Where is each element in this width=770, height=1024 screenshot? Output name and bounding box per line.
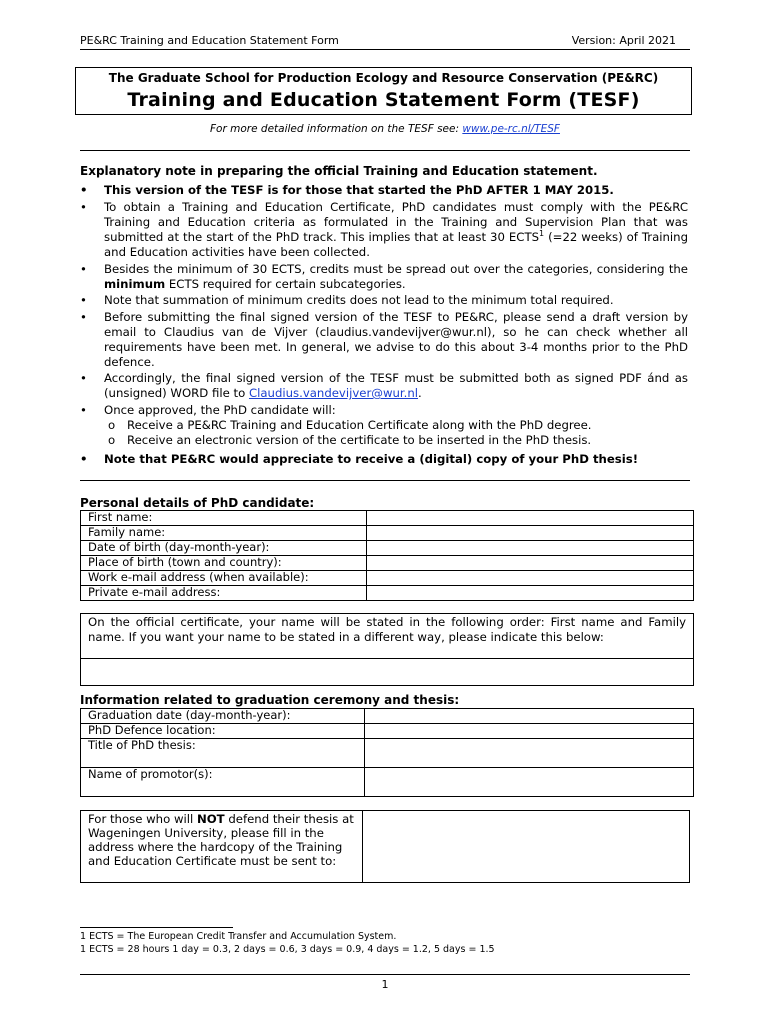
field-input[interactable] [367,511,694,526]
field-label: Title of PhD thesis: [81,739,365,768]
personal-heading: Personal details of PhD candidate: [80,496,315,510]
field-label: First name: [81,511,367,526]
bullet-text: Once approved, the PhD candidate will: [104,403,336,417]
page-number: 1 [381,978,389,991]
field-input[interactable] [367,541,694,556]
bullet-icon: • [80,200,87,214]
field-label: Private e-mail address: [81,586,367,601]
name-order-box [80,613,694,686]
info-text: For more detailed information on the TESF see: [210,123,463,135]
footnote-rule [80,927,233,928]
title-box [75,67,692,115]
field-label: Work e-mail address (when available): [81,571,367,586]
address-box [80,810,690,883]
divider [80,480,690,481]
field-label: Graduation date (day-month-year): [81,709,365,724]
graduation-table [80,708,694,797]
footer-rule [80,974,690,975]
form-title: Training and Education Statement Form (TESF) [127,89,640,111]
info-line [80,123,690,135]
bullet-text: This version of the TESF is for those that started the PhD AFTER 1 MAY 2015. [104,183,614,197]
field-label: Place of birth (town and country): [81,556,367,571]
tesf-link[interactable]: www.pe-rc.nl/TESF [462,123,560,135]
sub-item-text: Receive a PE&RC Training and Education Certificate along with the PhD degree. [127,418,592,432]
bullet-text: Note that summation of minimum credits does not lead to the minimum total required. [104,293,614,307]
field-input[interactable] [367,586,694,601]
field-input[interactable] [367,556,694,571]
field-input[interactable] [365,724,694,739]
bullet-text: Besides the minimum of 30 ECTS, credits must be spread out over the categories, considering the minimum ECTS required for certain subcategories. [104,262,688,291]
divider [80,150,690,151]
school-name: The Graduate School for Production Ecology and Resource Conservation (PE&RC) [108,71,659,85]
bullet-text: Note that PE&RC would appreciate to receive a (digital) copy of your PhD thesis! [104,452,639,466]
field-input[interactable] [367,526,694,541]
divider [362,811,363,882]
bullet-icon: • [80,183,88,197]
bullet-icon: • [80,293,87,307]
field-input[interactable] [365,768,694,797]
footnote-2: 1 ECTS = 28 hours 1 day = 0.3, 2 days = 0.6, 3 days = 0.9, 4 days = 1.2, 5 days = 1.5 [80,944,495,955]
name-order-text: On the official certificate, your name will be stated in the following order: First name and Family name. If you want your name to be stated in a different way, please indicate this below: [88,615,686,644]
header-version: Version: April 2021 [571,34,676,47]
graduation-heading: Information related to graduation ceremony and thesis: [80,693,460,707]
sub-item-text: Receive an electronic version of the certificate to be inserted in the PhD thesis. [127,433,592,447]
bullet-text: To obtain a Training and Education Certificate, PhD candidates must comply with the PE&RC Training and Education criteria as formulated in the Training and Supervision Plan that was submitted at the start of the PhD track. This implies that at least 30 ECTS$^1$ (=22 weeks) of Training and Education activities have been collected. [104,200,688,259]
field-input[interactable] [367,571,694,586]
explanatory-heading: Explanatory note in preparing the official Training and Education statement. [80,164,598,178]
page-header [80,34,690,50]
sub-bullet-icon: o [108,418,116,432]
bullet-text: Before submitting the final signed version of the TESF to PE&RC, please send a draft version by email to Claudius van de Vijver (claudius.vandevijver@wur.nl), so he can check whether all requirements have been met. In general, we advise to do this about 3-4 months prior to the PhD defence. [104,310,688,369]
footnote-1: 1 ECTS = The European Credit Transfer and Accumulation System. [80,931,397,942]
bullet-icon: • [80,262,87,276]
bullet-icon: • [80,371,87,385]
divider [81,658,693,659]
address-instructions: For those who will NOT defend their thesis at Wageningen University, please fill in the address where the hardcopy of the Training and Education Certificate must be sent to: [88,812,354,868]
field-label: Date of birth (day-month-year): [81,541,367,556]
bullet-icon: • [80,452,88,466]
field-input[interactable] [365,709,694,724]
field-label: Family name: [81,526,367,541]
sub-bullet-icon: o [108,433,116,447]
bullet-icon: • [80,403,87,417]
header-title: PE&RC Training and Education Statement Form [80,34,339,47]
field-label: PhD Defence location: [81,724,365,739]
field-input[interactable] [365,739,694,768]
bullet-text: Accordingly, the final signed version of the TESF must be submitted both as signed PDF ánd as (unsigned) WORD file to Claudius.vandevijver@wur.nl. [104,371,688,400]
bullet-icon: • [80,310,87,324]
email-link[interactable]: Claudius.vandevijver@wur.nl [248,386,419,400]
personal-table [80,510,694,601]
footnote-ref: 1 [539,229,545,239]
field-label: Name of promotor(s): [81,768,365,797]
